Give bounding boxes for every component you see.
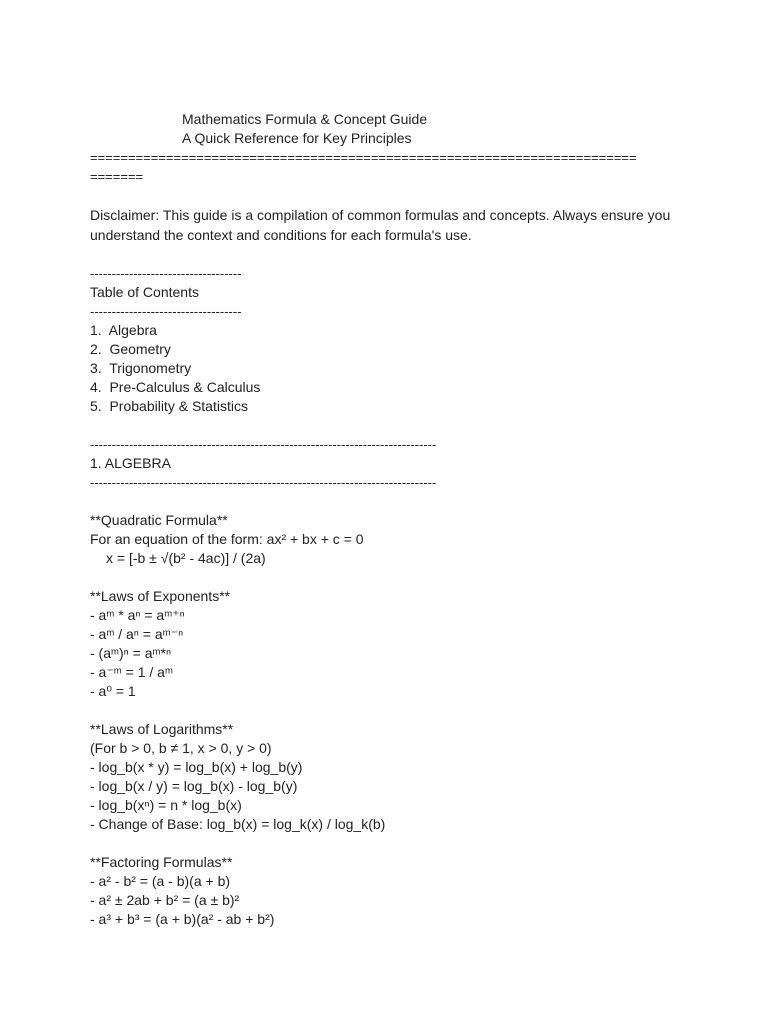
document-title: Mathematics Formula & Concept Guide [182, 111, 428, 127]
header-rule-line-1: ======================================================================== [90, 150, 637, 165]
algebra-rule-top: -------------------------------------------------------------------------------- [90, 437, 437, 452]
toc-item-geometry: 2. Geometry [90, 341, 171, 357]
factoring-block [90, 853, 690, 929]
document-header [90, 110, 690, 148]
document-page [90, 110, 690, 929]
disclaimer-text: Disclaimer: This guide is a compilation of common formulas and concepts. Always ensure you understand the context and conditions for each formula's use. [90, 207, 671, 243]
exponent-rule: - aᵐ * aⁿ = aᵐ⁺ⁿ [90, 607, 185, 623]
toc-item-trigonometry: 3. Trigonometry [90, 360, 192, 376]
quadratic-equation-form: For an equation of the form: ax² + bx + c = 0 [90, 531, 364, 547]
quadratic-title: **Quadratic Formula** [90, 512, 228, 528]
toc-item-statistics: 5. Probability & Statistics [90, 398, 248, 414]
logarithms-title: **Laws of Logarithms** [90, 721, 234, 737]
exponent-rule: - a⁻ᵐ = 1 / aᵐ [90, 664, 173, 680]
factoring-rule: - a³ + b³ = (a + b)(a² - ab + b²) [90, 911, 275, 927]
factoring-rule: - a² - b² = (a - b)(a + b) [90, 873, 231, 889]
algebra-heading: 1. ALGEBRA [90, 455, 171, 471]
exponent-rule: - (aᵐ)ⁿ = aᵐ*ⁿ [90, 645, 172, 661]
algebra-rule-bottom: -------------------------------------------------------------------------------- [90, 475, 437, 490]
exponents-title: **Laws of Exponents** [90, 588, 231, 604]
toc-rule-top: ----------------------------------- [90, 266, 242, 281]
toc-item-calculus: 4. Pre-Calculus & Calculus [90, 379, 261, 395]
quadratic-formula-block [90, 511, 690, 568]
logarithm-rule: - Change of Base: log_b(x) = log_k(x) / log_k(b) [90, 816, 386, 832]
factoring-title: **Factoring Formulas** [90, 854, 233, 870]
exponent-rule: - aᵐ / aⁿ = aᵐ⁻ⁿ [90, 626, 184, 642]
toc-rule-bottom: ----------------------------------- [90, 304, 242, 319]
logarithm-rule: - log_b(x * y) = log_b(x) + log_b(y) [90, 759, 303, 775]
logarithm-rule: - log_b(xⁿ) = n * log_b(x) [90, 797, 242, 813]
toc-list [90, 321, 690, 416]
logarithm-rule: - log_b(x / y) = log_b(x) - log_b(y) [90, 778, 298, 794]
factoring-rule: - a² ± 2ab + b² = (a ± b)² [90, 892, 240, 908]
quadratic-solution: x = [-b ± √(b² - 4ac)] / (2a) [106, 550, 266, 566]
exponents-block [90, 587, 690, 701]
toc-item-algebra: 1. Algebra [90, 322, 157, 338]
exponent-rule: - a⁰ = 1 [90, 683, 136, 699]
header-rule-line-2: ======= [90, 169, 144, 184]
toc-heading: Table of Contents [90, 284, 199, 300]
logarithms-condition: (For b > 0, b ≠ 1, x > 0, y > 0) [90, 740, 272, 756]
logarithms-block [90, 720, 690, 834]
document-subtitle: A Quick Reference for Key Principles [182, 130, 412, 146]
